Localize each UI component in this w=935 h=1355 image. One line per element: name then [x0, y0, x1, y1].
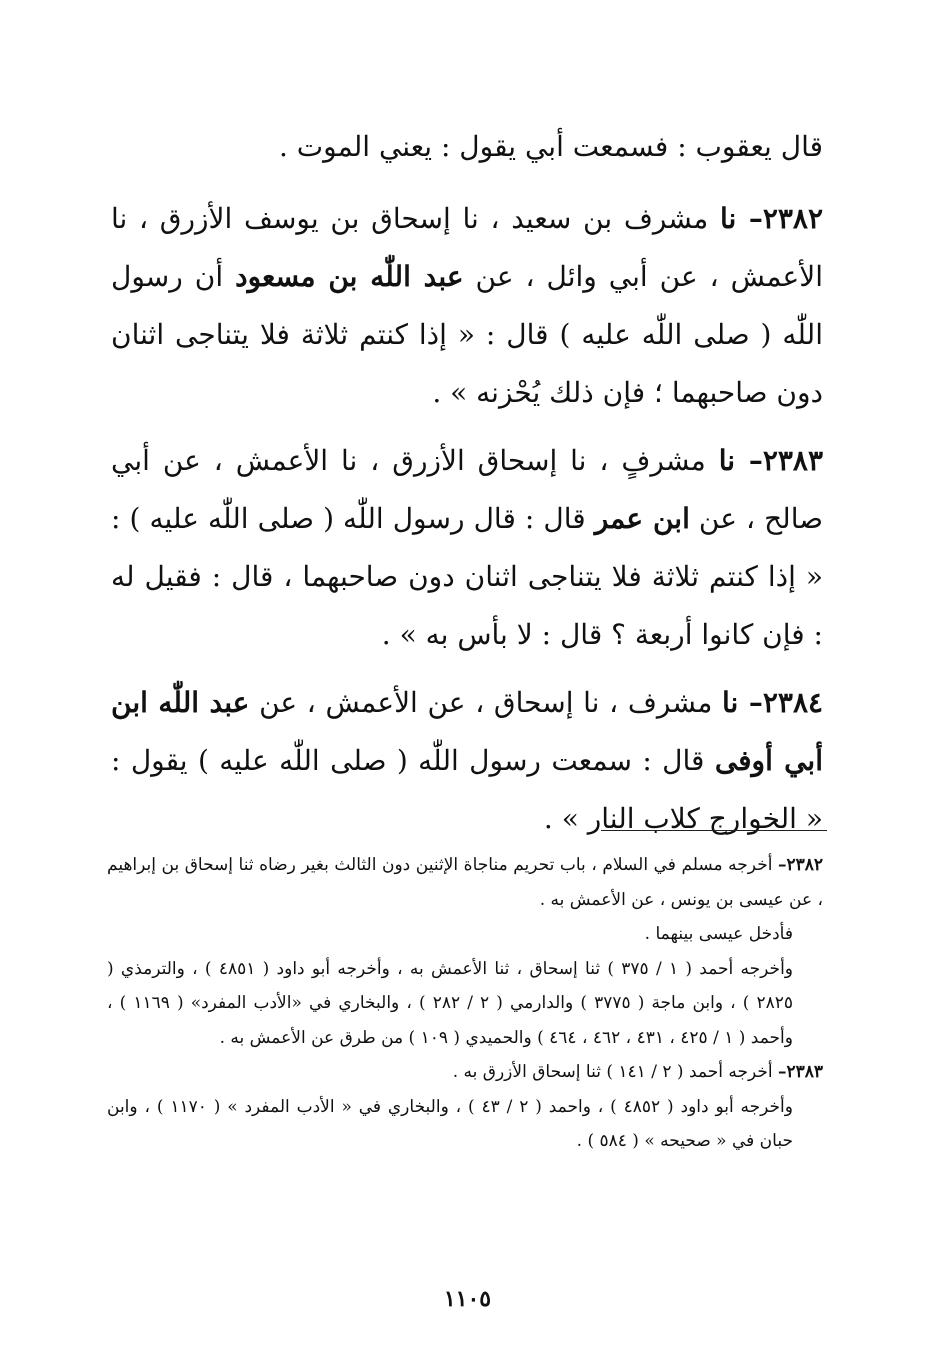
footnote-line	[107, 917, 823, 952]
footnote-number: ٢٣٨٣–	[777, 1062, 823, 1082]
main-text-body	[111, 118, 823, 858]
hadith-2382	[111, 190, 823, 422]
footnote-text: أخرجه مسلم في السلام ، باب تحريم مناجاة الإثنين دون الثالث بغير رضاه ثنا إسحاق بن إبراهيم ، عن عيسى بن يونس ، عن الأعمش به .	[107, 855, 823, 910]
footnote-line	[107, 952, 823, 1056]
page-number: ١١٠٥	[443, 1286, 492, 1312]
footnote-text: وأخرجه أبو داود ( ٤٨٥٢ ) ، واحمد ( ٢ / ٤٣ ) ، والبخاري في « الأدب المفرد » ( ١١٧٠ ) ، وابن حبان في « صحيحه » ( ٥٨٤ ) .	[107, 1096, 793, 1151]
intro-text: قال يعقوب : فسمعت أبي يقول : يعني الموت .	[278, 130, 823, 163]
hadith-number: ٢٣٨٢– نا	[719, 202, 823, 235]
footnote-text: وأخرجه أحمد ( ١ / ٣٧٥ ) ثنا إسحاق ، ثنا الأعمش به ، وأخرجه أبو داود ( ٤٨٥١ ) ، والترمذي ( ٢٨٢٥ ) ، وابن ماجة ( ٣٧٧٥ ) والدارمي ( ٢ / ٢٨٢ ) ، والبخاري في «الأدب المفرد» ( ١١٦٩ ) ، وأحمد ( ١ / ٤٢٥ ، ٤٣١ ، ٤٦٢ ، ٤٦٤ ) والحميدي ( ١٠٩ ) من طرق عن الأعمش به .	[107, 958, 794, 1048]
hadith-text: قال : قال رسول اللّٰه ( صلى اللّٰه عليه ) : « إذا كنتم ثلاثة فلا يتناجى اثنان دون صاحبهما ، قال : فقيل له : فإن كانوا أربعة ؟ قال : لا بأس به » .	[111, 502, 823, 651]
footnote-divider	[601, 830, 827, 831]
hadith-text: مشرف ، نا إسحاق ، عن الأعمش ، عن	[249, 686, 722, 719]
narrator-name: ابن عمر	[594, 502, 690, 535]
narrator-name: عبد اللّٰه ابن أبي أوفى	[111, 686, 823, 777]
footnote-2382	[107, 848, 823, 917]
paragraph-intro	[111, 118, 823, 176]
footnote-number: ٢٣٨٢–	[777, 855, 823, 875]
hadith-text: مشرف بن سعيد ، نا إسحاق بن يوسف الأزرق ، نا الأعمش ، عن أبي وائل ، عن	[111, 202, 824, 293]
footnote-line	[107, 1090, 823, 1159]
hadith-text: مشرفٍ ، نا إسحاق الأزرق ، نا الأعمش ، عن أبي صالح ، عن	[111, 444, 823, 535]
hadith-number: ٢٣٨٣– نا	[718, 444, 823, 477]
hadith-2383	[111, 432, 823, 664]
hadith-number: ٢٣٨٤– نا	[722, 686, 824, 719]
footnote-text: أخرجه أحمد ( ٢ / ١٤١ ) ثنا إسحاق الأزرق به .	[452, 1062, 778, 1082]
footnote-text: فأدخل عيسى بينهما .	[644, 924, 793, 944]
hadith-text: أن رسول اللّٰه ( صلى اللّٰه عليه ) قال : « إذا كنتم ثلاثة فلا يتناجى اثنان دون صاحبهما ؛ فإن ذلك يُحْزنه » .	[111, 260, 823, 409]
footnote-2383	[107, 1055, 823, 1090]
hadith-2384	[111, 674, 823, 848]
narrator-name: عبد اللّٰه بن مسعود	[235, 260, 464, 293]
hadith-text: قال : سمعت رسول اللّٰه ( صلى اللّٰه عليه ) يقول : « الخوارج كلاب النار » .	[111, 744, 823, 835]
footnotes	[107, 848, 823, 1159]
